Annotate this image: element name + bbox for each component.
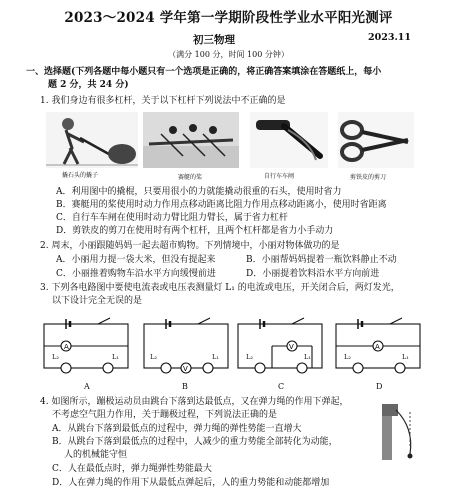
circuit-a-meter: A: [64, 343, 69, 351]
q2-stem: 2. 周末，小丽跟随妈妈一起去超市购物。下列情境中，小丽对物体做功的是: [40, 241, 340, 251]
circuit-c-meter: V: [289, 343, 294, 351]
q2-option-c: C．小丽推着购物车沿水平方向缓慢前进: [56, 269, 216, 279]
caption-scissors: 剪铁皮的剪刀: [350, 174, 387, 181]
circuit-d-l2: L₂: [344, 353, 351, 361]
caption-rowing: 赛艇的桨: [178, 174, 203, 181]
exam-meta: （满分 100 分，时间 100 分钟）: [168, 50, 289, 59]
circuit-a-label: A: [84, 382, 90, 391]
q3-stem-cont: 以下设计完全无误的是: [52, 296, 143, 306]
rowing-image: [143, 112, 239, 168]
circuit-b-l1: L₁: [212, 353, 219, 361]
circuit-d-meter: A: [375, 343, 380, 351]
q1-option-d: D．剪铁皮的剪刀在使用时有两个杠杆，且两个杠杆都是省力小手动力: [56, 226, 334, 236]
q1-stem: 1. 我们身边有很多杠杆，关于以下杠杆下列说法中不正确的是: [40, 96, 286, 106]
caption-brake: 自行车车闸: [264, 173, 295, 180]
circuit-c-l1: L₁: [304, 353, 311, 361]
bungee-image: [380, 398, 440, 464]
circuit-b-l2: L₂: [150, 353, 157, 361]
q4-option-c: C．人在最低点时，弹力绳弹性势能最大: [52, 464, 212, 474]
q4-option-b-cont: 人的机械能守恒: [64, 450, 128, 460]
q2-option-b: B．小丽帮妈妈提着一瓶饮料静止不动: [246, 255, 397, 265]
q1-option-c: C．自行车车闸在使用时动力臂比阻力臂长，属于省力杠杆: [56, 213, 288, 223]
circuit-d-label: D: [376, 382, 383, 391]
circuit-c: [232, 316, 328, 378]
circuit-b-meter: V: [183, 365, 188, 373]
q2-option-a: A．小丽用力提一袋大米，但没有提起来: [56, 255, 216, 265]
exam-title: 2023～2024 学年第一学期阶段性学业水平阳光测评: [64, 10, 393, 26]
circuit-b-label: B: [182, 382, 188, 391]
circuit-d-l1: L₁: [402, 353, 409, 361]
q1-option-b: B．赛艇用的桨使用时动力作用点移动距离比阻力作用点移动距离小，使用时省距离: [56, 200, 387, 210]
scissors-image: [338, 112, 414, 168]
caption-crowbar: 撬石头的撬子: [62, 172, 99, 179]
bike-brake-image: [250, 112, 328, 168]
q4-option-b: B．从跳台下落到最低点的过程中，人减少的重力势能全部转化为动能，: [52, 437, 338, 447]
circuit-d: [330, 316, 426, 378]
circuit-a: [38, 316, 134, 378]
q4-stem: 4. 如图所示，蹦极运动员由跳台下落到达最低点，又在弹力绳的作用下弹起，: [40, 397, 349, 407]
circuit-a-l2: L₂: [52, 353, 59, 361]
subject-label: 初三物理: [193, 34, 235, 46]
q3-stem: 3. 下列各电路图中要使电流表或电压表测量灯 L₁ 的电流或电压，开关闭合后，两灯发光，: [40, 283, 400, 293]
circuit-c-l2: L₂: [246, 353, 253, 361]
q4-stem-cont: 不考虑空气阻力作用，关于蹦极过程，下列说法正确的是: [52, 410, 278, 420]
circuit-b: [138, 316, 234, 378]
exam-date: 2023.11: [368, 32, 411, 43]
section-heading-cont: 题 2 分，共 24 分): [48, 80, 129, 90]
crowbar-image: [46, 112, 138, 168]
q4-option-d: D．人在弹力绳的作用下从最低点弹起后，人的重力势能和动能都增加: [52, 478, 330, 488]
circuit-a-l1: L₁: [112, 353, 119, 361]
q1-option-a: A．利用图中的撬棍，只要用很小的力就能撬动很重的石头，使用时省力: [56, 187, 342, 197]
q4-option-a: A．从跳台下落到最低点的过程中，弹力绳的弹性势能一直增大: [52, 424, 302, 434]
section-heading: 一、选择题(下列各题中每小题只有一个选项是正确的，将正确答案填涂在答题纸上，每小: [26, 67, 382, 77]
circuit-c-label: C: [278, 382, 285, 391]
q2-option-d: D．小丽提着饮料沿水平方向前进: [246, 269, 380, 279]
